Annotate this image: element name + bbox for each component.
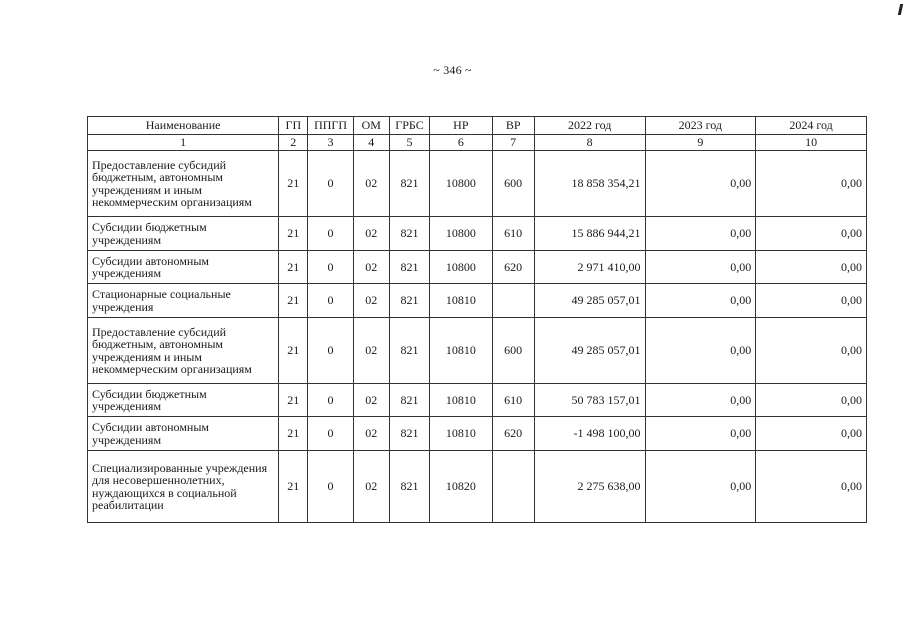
row-amount-2022: 2 275 638,00 (534, 451, 645, 523)
row-grbs: 821 (389, 284, 429, 318)
row-name: Предоставление субсидий бюджетным, автономным учреждениям и иным некоммерческим организациям (88, 151, 279, 217)
column-number: 4 (353, 135, 389, 151)
row-grbs: 821 (389, 251, 429, 284)
row-amount-2023: 0,00 (645, 217, 756, 251)
header-grbs: ГРБС (389, 117, 429, 135)
row-name: Субсидии автономным учреждениям (88, 251, 279, 284)
column-number: 7 (492, 135, 534, 151)
row-om: 02 (353, 284, 389, 318)
row-amount-2023: 0,00 (645, 151, 756, 217)
row-amount-2022: 18 858 354,21 (534, 151, 645, 217)
row-vr (492, 451, 534, 523)
header-row (88, 117, 867, 135)
row-amount-2023: 0,00 (645, 451, 756, 523)
row-nr: 10800 (430, 217, 492, 251)
row-amount-2022: 2 971 410,00 (534, 251, 645, 284)
row-vr: 600 (492, 151, 534, 217)
row-amount-2024: 0,00 (756, 451, 867, 523)
row-grbs: 821 (389, 451, 429, 523)
row-amount-2024: 0,00 (756, 417, 867, 451)
row-gp: 21 (279, 151, 308, 217)
row-om: 02 (353, 251, 389, 284)
header-ppgp: ППГП (308, 117, 353, 135)
table-row (88, 284, 867, 318)
row-amount-2024: 0,00 (756, 151, 867, 217)
row-vr (492, 284, 534, 318)
row-nr: 10810 (430, 318, 492, 384)
column-number: 1 (88, 135, 279, 151)
column-number: 5 (389, 135, 429, 151)
row-amount-2023: 0,00 (645, 284, 756, 318)
header-gp: ГП (279, 117, 308, 135)
row-amount-2024: 0,00 (756, 384, 867, 417)
row-ppgp: 0 (308, 284, 353, 318)
row-nr: 10810 (430, 384, 492, 417)
row-amount-2024: 0,00 (756, 284, 867, 318)
table-row (88, 217, 867, 251)
row-ppgp: 0 (308, 251, 353, 284)
column-number: 10 (756, 135, 867, 151)
row-grbs: 821 (389, 417, 429, 451)
row-om: 02 (353, 417, 389, 451)
page-number: ~ 346 ~ (433, 63, 472, 77)
row-gp: 21 (279, 451, 308, 523)
row-ppgp: 0 (308, 318, 353, 384)
row-amount-2024: 0,00 (756, 318, 867, 384)
row-om: 02 (353, 318, 389, 384)
row-vr: 610 (492, 384, 534, 417)
row-name: Специализированные учреждения для несовершеннолетних, нуждающихся в социальной реабилитации (88, 451, 279, 523)
row-gp: 21 (279, 318, 308, 384)
row-amount-2024: 0,00 (756, 251, 867, 284)
row-om: 02 (353, 384, 389, 417)
row-amount-2022: 49 285 057,01 (534, 284, 645, 318)
row-amount-2024: 0,00 (756, 217, 867, 251)
row-amount-2022: 50 783 157,01 (534, 384, 645, 417)
budget-table (87, 116, 867, 523)
row-amount-2022: 15 886 944,21 (534, 217, 645, 251)
row-amount-2023: 0,00 (645, 384, 756, 417)
header-2022: 2022 год (534, 117, 645, 135)
row-ppgp: 0 (308, 217, 353, 251)
table-row (88, 451, 867, 523)
row-grbs: 821 (389, 384, 429, 417)
column-number: 3 (308, 135, 353, 151)
header-vr: ВР (492, 117, 534, 135)
row-gp: 21 (279, 251, 308, 284)
row-nr: 10800 (430, 251, 492, 284)
row-gp: 21 (279, 384, 308, 417)
row-grbs: 821 (389, 151, 429, 217)
header-name: Наименование (88, 117, 279, 135)
row-nr: 10810 (430, 417, 492, 451)
row-ppgp: 0 (308, 417, 353, 451)
row-name: Субсидии бюджетным учреждениям (88, 217, 279, 251)
column-number: 2 (279, 135, 308, 151)
row-gp: 21 (279, 284, 308, 318)
row-ppgp: 0 (308, 384, 353, 417)
row-grbs: 821 (389, 318, 429, 384)
row-name: Предоставление субсидий бюджетным, автономным учреждениям и иным некоммерческим организациям (88, 318, 279, 384)
column-number: 8 (534, 135, 645, 151)
table-row (88, 384, 867, 417)
table-row (88, 151, 867, 217)
header-2024: 2024 год (756, 117, 867, 135)
row-amount-2022: -1 498 100,00 (534, 417, 645, 451)
row-vr: 620 (492, 417, 534, 451)
row-amount-2023: 0,00 (645, 318, 756, 384)
row-amount-2022: 49 285 057,01 (534, 318, 645, 384)
row-nr: 10810 (430, 284, 492, 318)
row-ppgp: 0 (308, 151, 353, 217)
row-amount-2023: 0,00 (645, 251, 756, 284)
row-name: Стационарные социальные учреждения (88, 284, 279, 318)
row-name: Субсидии бюджетным учреждениям (88, 384, 279, 417)
row-vr: 610 (492, 217, 534, 251)
row-name: Субсидии автономным учреждениям (88, 417, 279, 451)
row-nr: 10820 (430, 451, 492, 523)
table-row (88, 318, 867, 384)
row-gp: 21 (279, 417, 308, 451)
column-number-row (88, 135, 867, 151)
header-nr: НР (430, 117, 492, 135)
row-grbs: 821 (389, 217, 429, 251)
table-row (88, 417, 867, 451)
row-gp: 21 (279, 217, 308, 251)
row-amount-2023: 0,00 (645, 417, 756, 451)
header-2023: 2023 год (645, 117, 756, 135)
row-om: 02 (353, 151, 389, 217)
header-om: ОМ (353, 117, 389, 135)
scan-corner-mark (898, 4, 903, 15)
column-number: 9 (645, 135, 756, 151)
row-om: 02 (353, 217, 389, 251)
row-nr: 10800 (430, 151, 492, 217)
table-row (88, 251, 867, 284)
row-ppgp: 0 (308, 451, 353, 523)
row-vr: 620 (492, 251, 534, 284)
row-om: 02 (353, 451, 389, 523)
row-vr: 600 (492, 318, 534, 384)
column-number: 6 (430, 135, 492, 151)
